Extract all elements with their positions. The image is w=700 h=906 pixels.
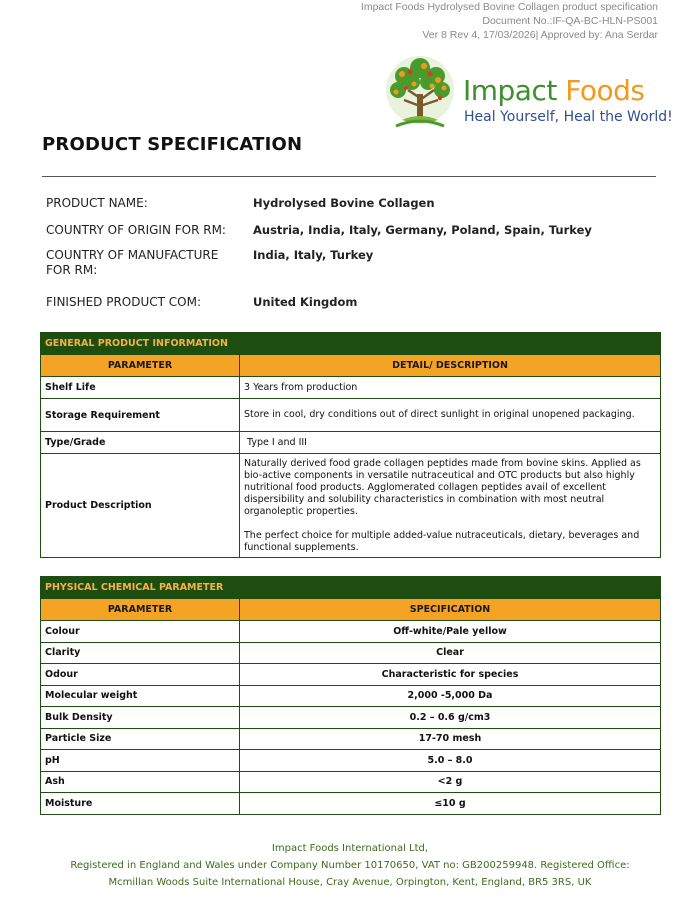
table-row bbox=[41, 728, 661, 750]
table-row bbox=[41, 707, 661, 729]
detail-cell: 3 Years from production bbox=[240, 377, 661, 399]
country-origin-value: Austria, India, Italy, Germany, Poland, Spain, Turkey bbox=[253, 223, 592, 237]
doc-meta-version: Ver 8 Rev 4, 17/03/2026| Approved by: Ana Serdar bbox=[422, 29, 658, 41]
page-title: PRODUCT SPECIFICATION bbox=[42, 134, 303, 155]
document-meta bbox=[361, 0, 658, 42]
footer-company: Impact Foods International Ltd, bbox=[271, 843, 429, 854]
detail-cell bbox=[240, 454, 661, 558]
param-cell: Odour bbox=[41, 664, 240, 686]
spec-cell: 17-70 mesh bbox=[240, 728, 661, 750]
param-cell: Ash bbox=[41, 771, 240, 793]
finished-product-label: FINISHED PRODUCT COM: bbox=[46, 295, 202, 309]
table-row bbox=[41, 377, 661, 399]
product-name-value: Hydrolysed Bovine Collagen bbox=[253, 196, 435, 210]
physical-chemical-heading: PHYSICAL CHEMICAL PARAMETER bbox=[41, 577, 661, 599]
table-row bbox=[41, 771, 661, 793]
general-info-header-row bbox=[41, 355, 661, 377]
spec-cell: Off-white/Pale yellow bbox=[240, 621, 661, 643]
param-cell: Colour bbox=[41, 621, 240, 643]
company-logo bbox=[382, 54, 673, 138]
param-cell: Product Description bbox=[41, 454, 240, 558]
column-header-parameter: PARAMETER bbox=[41, 355, 240, 377]
product-name-label: PRODUCT NAME: bbox=[46, 196, 148, 210]
general-info-table bbox=[40, 332, 661, 558]
logo-tagline: Heal Yourself, Heal the World! bbox=[464, 109, 673, 125]
table-row bbox=[41, 399, 661, 432]
param-cell: Shelf Life bbox=[41, 377, 240, 399]
finished-product-value: United Kingdom bbox=[253, 295, 358, 309]
param-cell: Storage Requirement bbox=[41, 399, 240, 432]
table-row bbox=[41, 432, 661, 454]
param-cell: Molecular weight bbox=[41, 685, 240, 707]
spec-cell: 2,000 -5,000 Da bbox=[240, 685, 661, 707]
page-footer bbox=[0, 840, 700, 891]
country-origin-label: COUNTRY OF ORIGIN FOR RM: bbox=[46, 223, 226, 237]
product-description-text: Naturally derived food grade collagen peptides made from bovine skins. Applied as bio-active components in versatile nutraceutical and OTC products but also highly nutritional food products. Agglomerated collagen peptides avail of excellent dispersibility and solubility characteristics in combination with most neutral organoleptic properties. bbox=[244, 457, 641, 517]
footer-registration: Registered in England and Wales under Company Number 10170650, VAT no: GB200259948. Registered Office: bbox=[70, 860, 630, 871]
doc-meta-number: Document No.:IF-QA-BC-HLN-PS001 bbox=[482, 15, 658, 27]
title-divider bbox=[42, 176, 656, 177]
column-header-specification: SPECIFICATION bbox=[240, 599, 661, 621]
spec-cell: 5.0 – 8.0 bbox=[240, 750, 661, 772]
param-cell: pH bbox=[41, 750, 240, 772]
logo-wordmark bbox=[463, 74, 644, 107]
param-cell: Moisture bbox=[41, 793, 240, 815]
param-cell: Clarity bbox=[41, 642, 240, 664]
param-cell: Type/Grade bbox=[41, 432, 240, 454]
table-row bbox=[41, 793, 661, 815]
physical-chemical-header-row bbox=[41, 599, 661, 621]
table-row bbox=[41, 685, 661, 707]
param-cell: Particle Size bbox=[41, 728, 240, 750]
country-manufacture-label: COUNTRY OF MANUFACTURE FOR RM: bbox=[46, 248, 219, 277]
logo-word-impact: Impact bbox=[463, 74, 557, 107]
physical-chemical-heading-row bbox=[41, 577, 661, 599]
table-row bbox=[41, 750, 661, 772]
detail-cell: Store in cool, dry conditions out of direct sunlight in original unopened packaging. bbox=[240, 399, 661, 432]
table-row bbox=[41, 642, 661, 664]
table-row bbox=[41, 454, 661, 558]
product-description-text-2: The perfect choice for multiple added-value nutraceuticals, dietary, beverages and functional supplements. bbox=[244, 529, 640, 553]
spec-cell: 0.2 – 0.6 g/cm3 bbox=[240, 707, 661, 729]
table-row bbox=[41, 621, 661, 643]
general-info-heading-row bbox=[41, 333, 661, 355]
tree-icon bbox=[382, 54, 458, 134]
spec-cell: ≤10 g bbox=[240, 793, 661, 815]
param-cell: Bulk Density bbox=[41, 707, 240, 729]
logo-word-foods: Foods bbox=[565, 74, 645, 107]
spec-cell: <2 g bbox=[240, 771, 661, 793]
physical-chemical-table bbox=[40, 576, 661, 815]
doc-meta-title: Impact Foods Hydrolysed Bovine Collagen product specification bbox=[360, 1, 658, 13]
column-header-detail: DETAIL/ DESCRIPTION bbox=[240, 355, 661, 377]
column-header-parameter: PARAMETER bbox=[41, 599, 240, 621]
table-row bbox=[41, 664, 661, 686]
spec-cell: Characteristic for species bbox=[240, 664, 661, 686]
country-manufacture-value: India, Italy, Turkey bbox=[253, 248, 374, 262]
spec-cell: Clear bbox=[240, 642, 661, 664]
footer-address: Mcmillan Woods Suite International House, Cray Avenue, Orpington, Kent, England, BR5 3RS, UK bbox=[108, 877, 592, 888]
general-info-heading: GENERAL PRODUCT INFORMATION bbox=[41, 333, 661, 355]
detail-cell: Type I and III bbox=[240, 432, 661, 454]
